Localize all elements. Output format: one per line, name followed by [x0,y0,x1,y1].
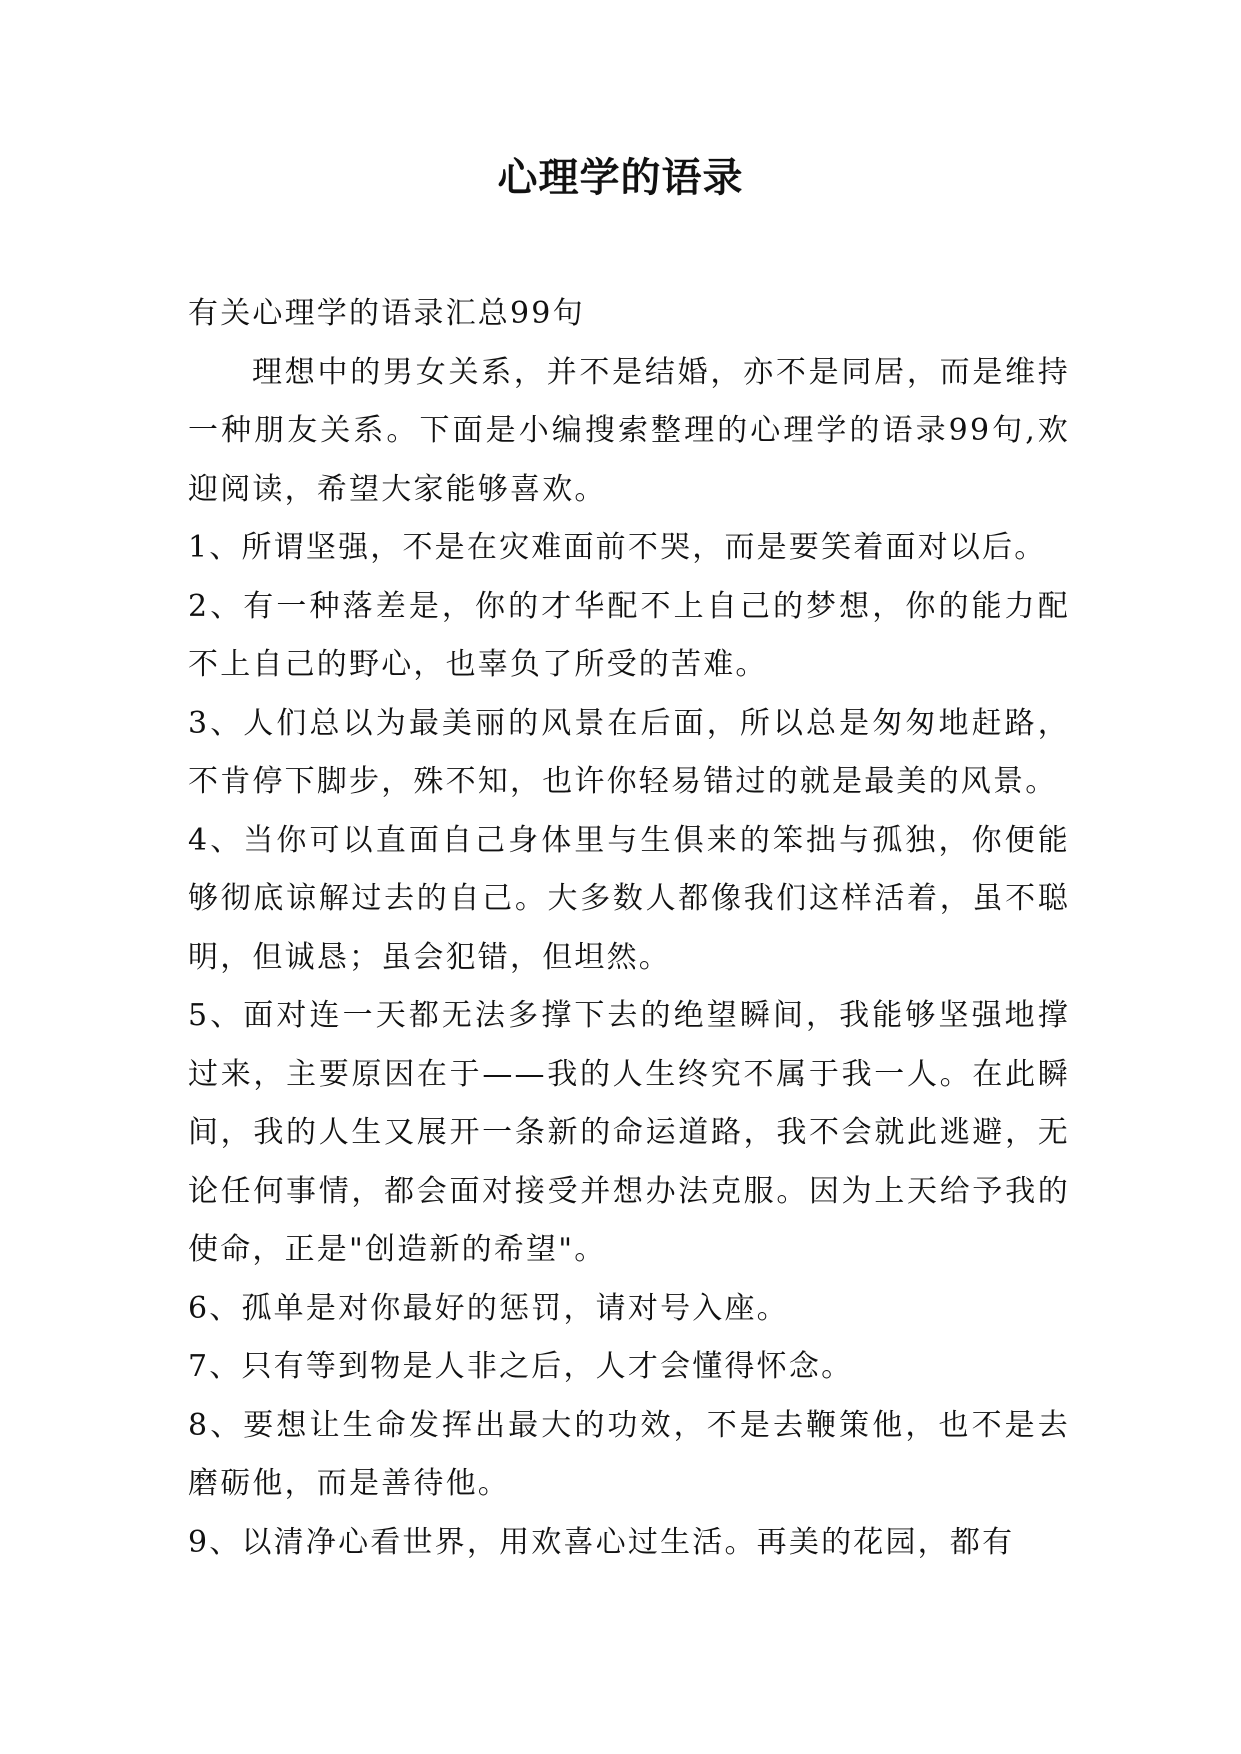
document-body [188,285,1070,1572]
quote-item-1: 1、所谓坚强，不是在灾难面前不哭，而是要笑着面对以后。 [188,530,1047,565]
document-subtitle: 有关心理学的语录汇总99句 [188,296,585,331]
quote-item-5: 5、面对连一天都无法多撑下去的绝望瞬间，我能够坚强地撑过来，主要原因在于——我的人生终究不属于我一人。在此瞬间，我的人生又展开一条新的命运道路，我不会就此逃避，无论任何事情，都会面对接受并想办法克服。因为上天给予我的使命，正是"创造新的希望"。 [188,998,1070,1267]
quote-item-9: 9、以清净心看世界，用欢喜心过生活。再美的花园，都有 [188,1524,1015,1560]
quote-item-3: 3、人们总以为最美丽的风景在后面，所以总是匆匆地赶路，不肯停下脚步，殊不知，也许你轻易错过的就是最美的风景。 [188,705,1070,799]
quote-item-7: 7、只有等到物是人非之后，人才会懂得怀念。 [188,1349,854,1384]
intro-paragraph: 理想中的男女关系，并不是结婚，亦不是同居，而是维持一种朋友关系。下面是小编搜索整理的心理学的语录99句,欢迎阅读，希望大家能够喜欢。 [188,354,1070,507]
quote-item-6: 6、孤单是对你最好的惩罚，请对号入座。 [188,1290,789,1326]
quote-item-4: 4、当你可以直面自己身体里与生俱来的笨拙与孤独，你便能够彻底谅解过去的自己。大多数人都像我们这样活着，虽不聪明，但诚恳；虽会犯错，但坦然。 [188,822,1070,975]
document-title: 心理学的语录 [497,154,744,201]
quote-item-8: 8、要想让生命发挥出最大的功效，不是去鞭策他，也不是去磨砺他，而是善待他。 [188,1407,1070,1501]
quote-item-2: 2、有一种落差是，你的才华配不上自己的梦想，你的能力配不上自己的野心，也辜负了所受的苦难。 [188,588,1070,682]
